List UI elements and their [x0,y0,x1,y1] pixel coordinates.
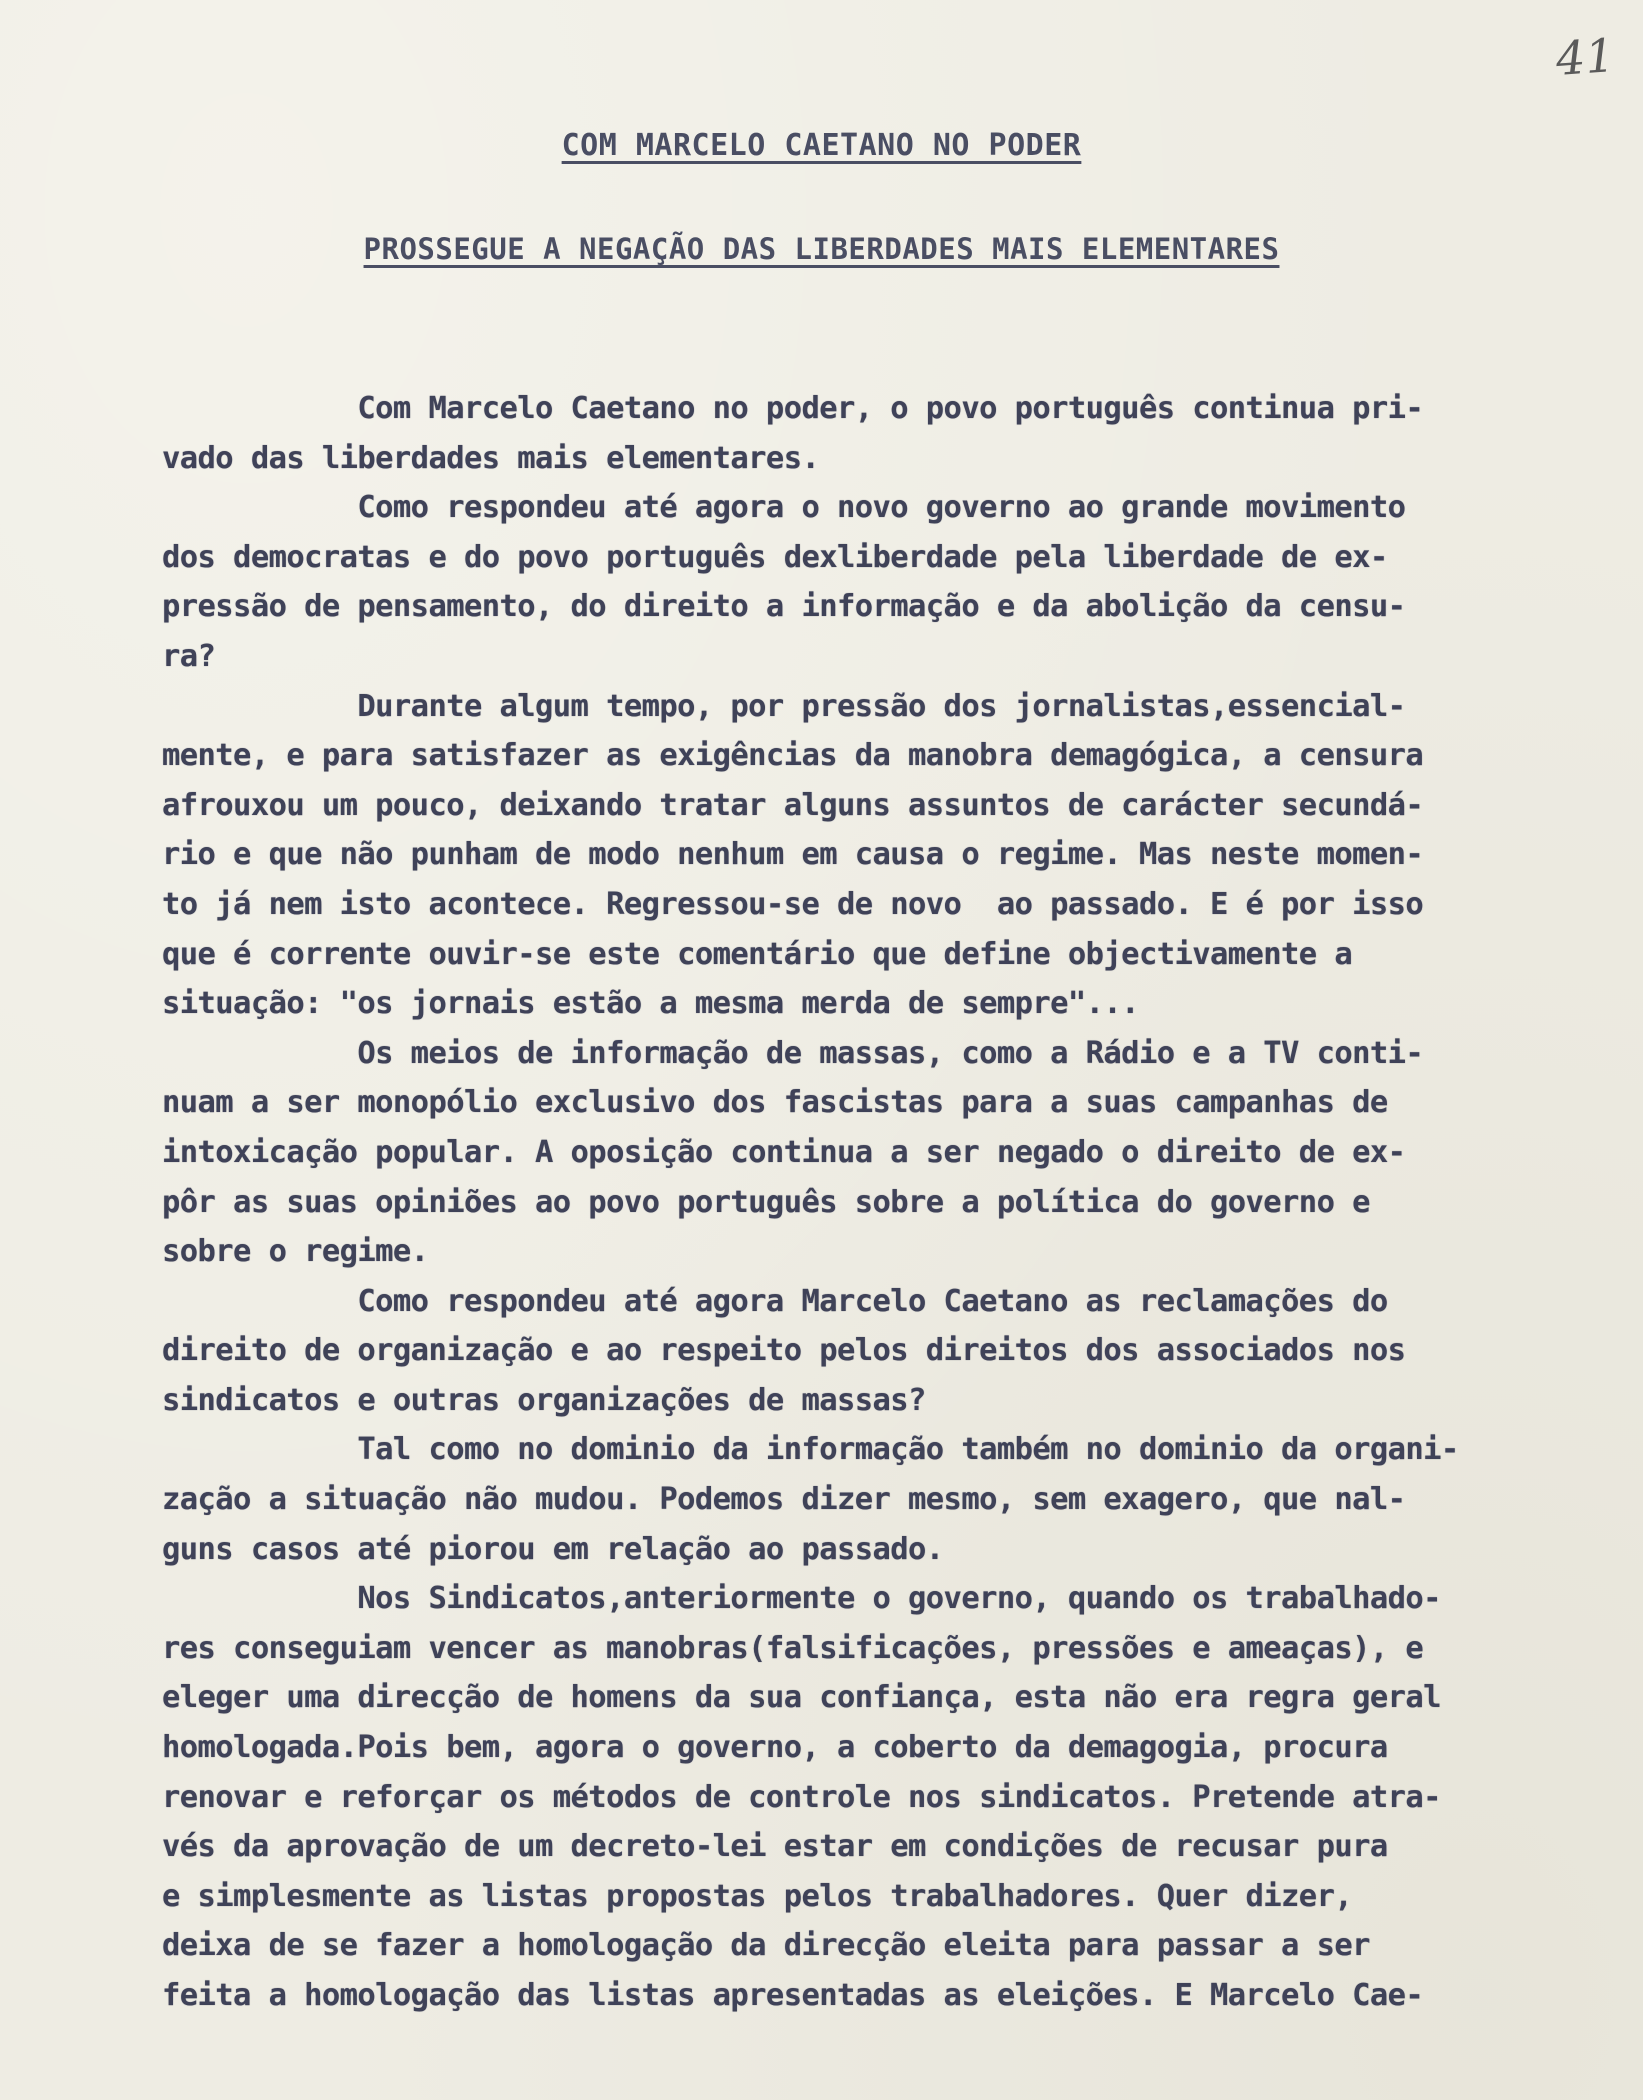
body-line: deixa de se fazer a homologação da direcção eleita para passar a ser [162,1928,1370,1964]
body-line: renovar e reforçar os métodos de controle nos sindicatos. Pretende atra- [162,1779,1441,1815]
body-line: dos democratas e do povo português dexliberdade pela liberdade de ex- [162,539,1388,575]
body-line: Como respondeu até agora o novo governo ao grande movimento [162,490,1406,526]
page-number: 41 [1554,28,1617,86]
body-line: Com Marcelo Caetano no poder, o povo português continua pri- [162,391,1424,426]
body-line: sobre o regime. [162,1234,429,1270]
body-line: mente, e para satisfazer as exigências da manobra demagógica, a censura [162,738,1424,774]
body-line: afrouxou um pouco, deixando tratar alguns assuntos de carácter secundá- [162,787,1424,823]
body-line: rio e que não punham de modo nenhum em causa o regime. Mas neste momen- [162,837,1424,873]
body-line: situação: "os jornais estão a mesma merda de sempre"... [162,986,1139,1022]
body-line: direito de organização e ao respeito pelos direitos dos associados nos [162,1333,1406,1369]
body-line: intoxicação popular. A oposição continua a ser negado o direito de ex- [162,1134,1406,1170]
body-line: eleger uma direcção de homens da sua confiança, esta não era regra geral [162,1680,1441,1716]
body-line: to já nem isto acontece. Regressou-se de novo ao passado. E é por isso [162,886,1424,922]
body-line: vés da aprovação de um decreto-lei estar em condições de recusar pura [162,1829,1388,1865]
body-line: guns casos até piorou em relação ao passado. [162,1531,944,1567]
body-line: Os meios de informação de massas, como a Rádio e a TV conti- [162,1035,1424,1071]
body-line: ra? [162,638,216,674]
body-line: vado das liberdades mais elementares. [162,440,820,476]
body-line: Durante algum tempo, por pressão dos jornalistas,essencial- [162,688,1406,724]
body-line: res conseguiam vencer as manobras(falsificações, pressões e ameaças), e [162,1630,1424,1666]
document-title: COM MARCELO CAETANO NO PODER [561,128,1082,163]
body-line: homologada.Pois bem, agora o governo, a coberto da demagogia, procura [162,1730,1388,1766]
body-line: pôr as suas opiniões ao povo português sobre a política do governo e [162,1184,1370,1220]
body-line: e simplesmente as listas propostas pelos trabalhadores. Quer dizer, [162,1878,1353,1914]
body-line: Tal como no dominio da informação também no dominio da organi- [162,1432,1459,1468]
body-line: sindicatos e outras organizações de massas? [162,1382,926,1418]
document-subtitle: PROSSEGUE A NEGAÇÃO DAS LIBERDADES MAIS ELEMENTARES [363,232,1280,266]
body-line: Nos Sindicatos,anteriormente o governo, quando os trabalhado- [162,1581,1441,1617]
body-line: feita a homologação das listas apresentadas as eleições. E Marcelo Cae- [162,1978,1424,2013]
body-line: nuam a ser monopólio exclusivo dos fascistas para a suas campanhas de [162,1085,1388,1121]
body-line: que é corrente ouvir-se este comentário que define objectivamente a [162,936,1353,972]
document-body [162,384,1624,2021]
body-line: zação a situação não mudou. Podemos dizer mesmo, sem exagero, que nal- [162,1482,1406,1518]
body-line: pressão de pensamento, do direito a informação e da abolição da censu- [162,589,1406,625]
body-line: Como respondeu até agora Marcelo Caetano as reclamações do [162,1283,1388,1319]
